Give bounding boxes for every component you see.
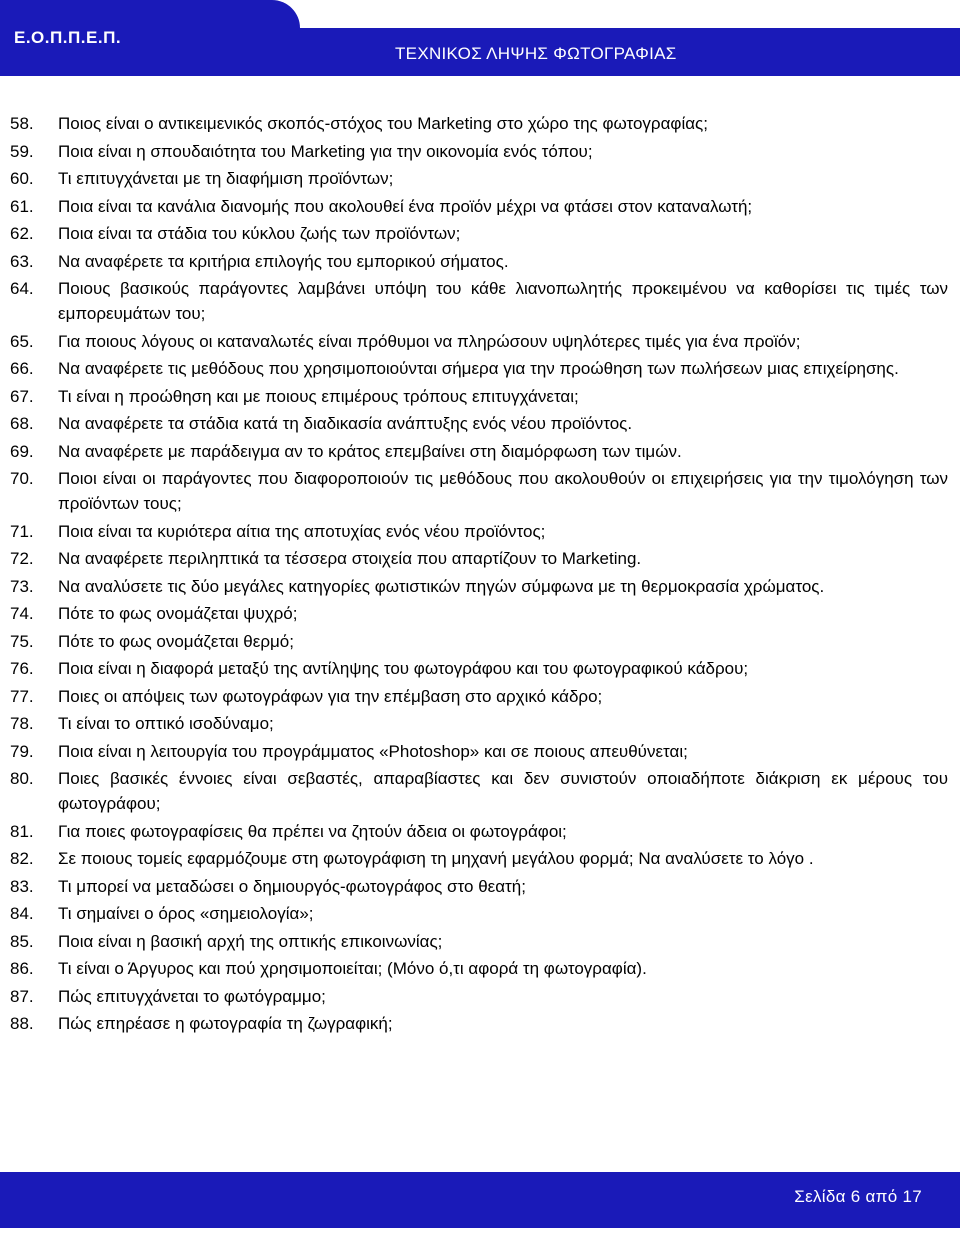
question-item [10,384,948,409]
question-item [10,874,948,899]
question-text: Τι είναι ο Άργυρος και πού χρησιμοποιείται; (Μόνο ό,τι αφορά τη φωτογραφία). [58,959,647,978]
question-number: 70. [10,469,34,488]
question-text: Ποια είναι η διαφορά μεταξύ της αντίληψης του φωτογράφου και του φωτογραφικού κάδρου; [58,659,749,678]
question-item [10,329,948,354]
question-text: Ποια είναι τα κυριότερα αίτια της αποτυχίας ενός νέου προϊόντος; [58,521,546,541]
question-item [10,411,948,436]
question-number: 68. [10,414,34,433]
question-text: Να αναλύσετε τις δύο μεγάλες κατηγορίες φωτιστικών πηγών σύμφωνα με τη θερμοκρασία χρώματος. [58,576,825,596]
question-item [10,956,948,981]
question-text: Ποιες βασικές έννοιες είναι σεβαστές, απαραβίαστες και δεν συνιστούν οποιαδήποτε διάκριση εκ μέρους του φωτογράφου; [58,769,948,813]
question-item [10,819,948,844]
question-item [10,166,948,191]
question-item [10,656,948,681]
question-number: 62. [10,224,34,243]
question-item [10,984,948,1009]
question-number: 78. [10,714,34,733]
question-text: Τι είναι το οπτικό ισοδύναμο; [58,714,274,733]
question-text: Να αναφέρετε τις μεθόδους που χρησιμοποιούνται σήμερα για την προώθηση των πωλήσεων μιας επιχείρησης. [58,359,899,378]
question-number: 75. [10,631,34,651]
question-item [10,139,948,164]
question-number: 60. [10,169,34,188]
question-item [10,466,948,516]
question-text: Ποιες οι απόψεις των φωτογράφων για την επέμβαση στο αρχικό κάδρο; [58,686,603,706]
organization-name: Ε.Ο.Π.Π.Ε.Π. [14,28,122,47]
question-list [10,111,948,1039]
question-item [10,766,948,816]
question-text: Να αναφέρετε με παράδειγμα αν το κράτος επεμβαίνει στη διαμόρφωση των τιμών. [58,441,682,461]
question-text: Να αναφέρετε περιληπτικά τα τέσσερα στοιχεία που απαρτίζουν το Marketing. [58,549,642,568]
question-item [10,1011,948,1036]
question-item [10,356,948,381]
header-tab [0,0,300,28]
question-item [10,574,948,599]
question-item [10,739,948,764]
question-item [10,901,948,926]
question-number: 85. [10,931,34,951]
document-title: ΤΕΧΝΙΚΟΣ ΛΗΨΗΣ ΦΩΤΟΓΡΑΦΙΑΣ [395,44,677,63]
question-text: Ποιοι είναι οι παράγοντες που διαφοροποιούν τις μεθόδους που ακολουθούν οι επιχειρήσεις για την τιμολόγηση των προϊόντων τους; [58,469,948,513]
question-number: 84. [10,904,34,923]
question-number: 87. [10,986,34,1006]
question-number: 72. [10,549,34,568]
question-number: 61. [10,196,34,216]
question-item [10,221,948,246]
question-item [10,629,948,654]
page-number: Σελίδα 6 από 17 [794,1187,922,1206]
question-number: 81. [10,821,34,841]
question-number: 74. [10,604,34,623]
question-number: 63. [10,251,34,271]
question-text: Ποια είναι η βασική αρχή της οπτικής επικοινωνίας; [58,931,443,951]
question-number: 86. [10,959,34,978]
question-item [10,546,948,571]
question-number: 71. [10,521,34,541]
question-number: 69. [10,441,34,461]
question-number: 79. [10,741,34,761]
question-number: 80. [10,769,34,788]
question-number: 83. [10,876,34,896]
question-text: Ποια είναι τα στάδια του κύκλου ζωής των προϊόντων; [58,224,461,243]
question-number: 58. [10,114,34,133]
question-text: Να αναφέρετε τα στάδια κατά τη διαδικασία ανάπτυξης ενός νέου προϊόντος. [58,414,633,433]
question-text: Να αναφέρετε τα κριτήρια επιλογής του εμπορικού σήματος. [58,251,509,271]
question-item [10,439,948,464]
question-text: Τι σημαίνει ο όρος «σημειολογία»; [58,904,314,923]
question-number: 59. [10,141,34,161]
question-text: Ποια είναι η λειτουργία του προγράμματος «Photoshop» και σε ποιους απευθύνεται; [58,741,688,761]
question-text: Ποιος είναι ο αντικειμενικός σκοπός-στόχος του Marketing στο χώρο της φωτογραφίας; [58,114,708,133]
question-item [10,846,948,871]
question-number: 67. [10,386,34,406]
question-text: Πότε το φως ονομάζεται θερμό; [58,631,294,651]
question-number: 76. [10,659,34,678]
question-item [10,601,948,626]
question-item [10,194,948,219]
question-text: Τι είναι η προώθηση και με ποιους επιμέρους τρόπους επιτυγχάνεται; [58,386,579,406]
question-number: 65. [10,331,34,351]
question-item [10,684,948,709]
question-text: Ποια είναι τα κανάλια διανομής που ακολουθεί ένα προϊόν μέχρι να φτάσει στον καταναλωτή; [58,196,753,216]
question-number: 73. [10,576,34,596]
question-text: Ποια είναι η σπουδαιότητα του Marketing για την οικονομία ενός τόπου; [58,141,593,161]
question-number: 64. [10,279,34,298]
question-text: Τι μπορεί να μεταδώσει ο δημιουργός-φωτογράφος στο θεατή; [58,876,526,896]
question-text: Πώς επηρέασε η φωτογραφία τη ζωγραφική; [58,1014,393,1033]
question-text: Σε ποιους τομείς εφαρμόζουμε στη φωτογράφιση τη μηχανή μεγάλου φορμά; Να αναλύσετε το λόγο . [58,849,814,868]
question-text: Για ποιες φωτογραφίσεις θα πρέπει να ζητούν άδεια οι φωτογράφοι; [58,821,567,841]
question-text: Τι επιτυγχάνεται με τη διαφήμιση προϊόντων; [58,169,394,188]
question-item [10,519,948,544]
question-item [10,929,948,954]
question-number: 88. [10,1014,34,1033]
question-text: Πότε το φως ονομάζεται ψυχρό; [58,604,298,623]
question-number: 82. [10,849,34,868]
question-text: Για ποιους λόγους οι καταναλωτές είναι πρόθυμοι να πληρώσουν υψηλότερες τιμές για ένα προϊόν; [58,331,801,351]
question-number: 77. [10,686,34,706]
question-item [10,276,948,326]
question-item [10,711,948,736]
question-number: 66. [10,359,34,378]
question-item [10,249,948,274]
question-text: Πώς επιτυγχάνεται το φωτόγραμμο; [58,986,326,1006]
question-item [10,111,948,136]
question-text: Ποιους βασικούς παράγοντες λαμβάνει υπόψη του κάθε λιανοπωλητής προκειμένου να καθορίσει τις τιμές των εμπορευμάτων του; [58,279,948,323]
